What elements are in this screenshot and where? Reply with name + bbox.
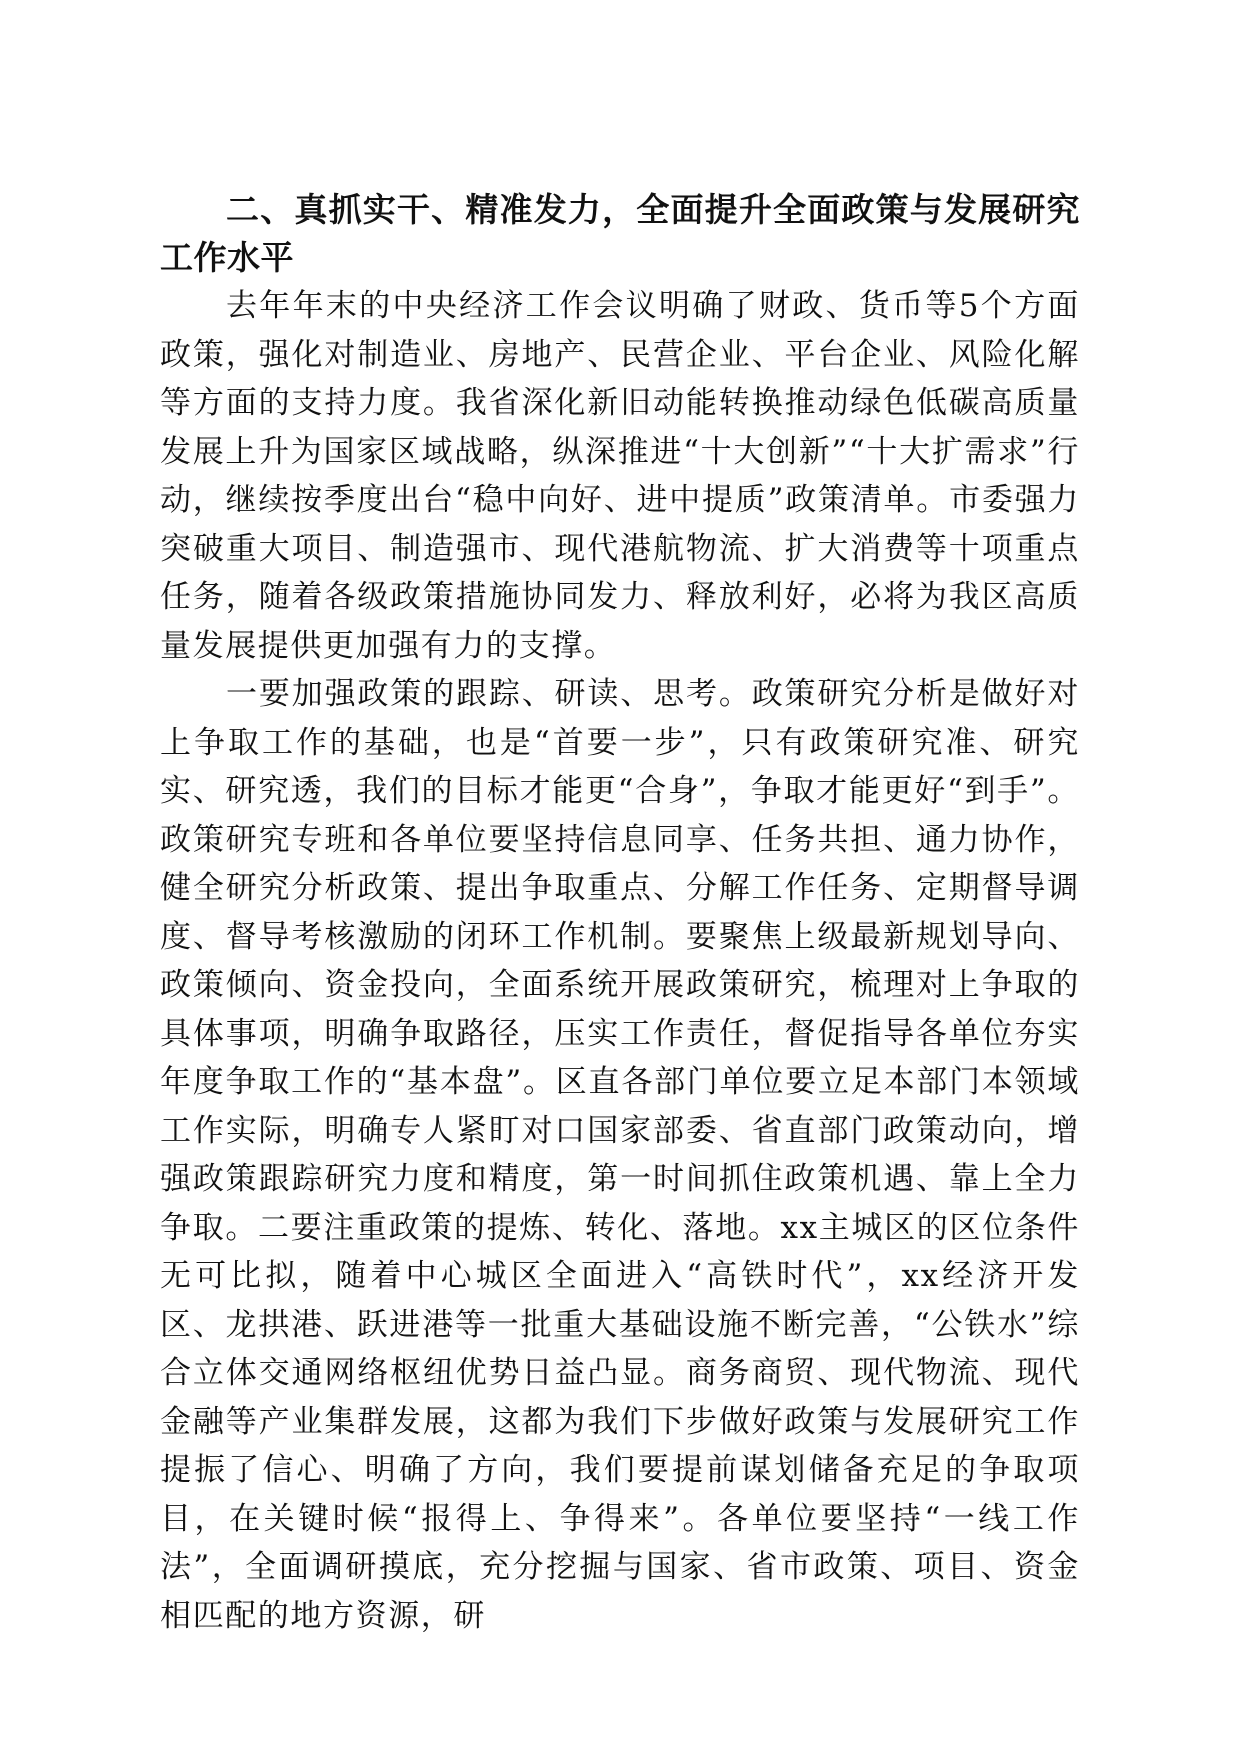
paragraph-policy-context: 去年年末的中央经济工作会议明确了财政、货币等5个方面政策，强化对制造业、房地产、民营企业、平台企业、风险化解等方面的支持力度。我省深化新旧动能转换推动绿色低碳高质量发展上升为国家区域战略，纵深推进“十大创新”“十大扩需求”行动，继续按季度出台“稳中向好、进中提质”政策清单。市委强力突破重大项目、制造强市、现代港航物流、扩大消费等十项重点任务，随着各级政策措施协同发力、释放利好，必将为我区高质量发展提供更加强有力的支撑。 xyxy=(160,288,1080,664)
document-body xyxy=(160,186,1080,1640)
section-heading: 二、真抓实干、精准发力，全面提升全面政策与发展研究工作水平 xyxy=(160,190,1080,277)
paragraph-policy-research: 一要加强政策的跟踪、研读、思考。政策研究分析是做好对上争取工作的基础，也是“首要一步”，只有政策研究准、研究实、研究透，我们的目标才能更“合身”，争取才能更好“到手”。政策研究专班和各单位要坚持信息同享、任务共担、通力协作，健全研究分析政策、提出争取重点、分解工作任务、定期督导调度、督导考核激励的闭环工作机制。要聚焦上级最新规划导向、政策倾向、资金投向，全面系统开展政策研究，梳理对上争取的具体事项，明确争取路径，压实工作责任，督促指导各单位夯实年度争取工作的“基本盘”。区直各部门单位要立足本部门本领域工作实际，明确专人紧盯对口国家部委、省直部门政策动向，增强政策跟踪研究力度和精度，第一时间抓住政策机遇、靠上全力争取。二要注重政策的提炼、转化、落地。xx主城区的区位条件无可比拟，随着中心城区全面进入“高铁时代”，xx经济开发区、龙拱港、跃进港等一批重大基础设施不断完善，“公铁水”综合立体交通网络枢纽优势日益凸显。商务商贸、现代物流、现代金融等产业集群发展，这都为我们下步做好政策与发展研究工作提振了信心、明确了方向，我们要提前谋划储备充足的争取项目，在关键时候“报得上、争得来”。各单位要坚持“一线工作法”，全面调研摸底，充分挖掘与国家、省市政策、项目、资金相匹配的地方资源，研 xyxy=(160,676,1080,1634)
